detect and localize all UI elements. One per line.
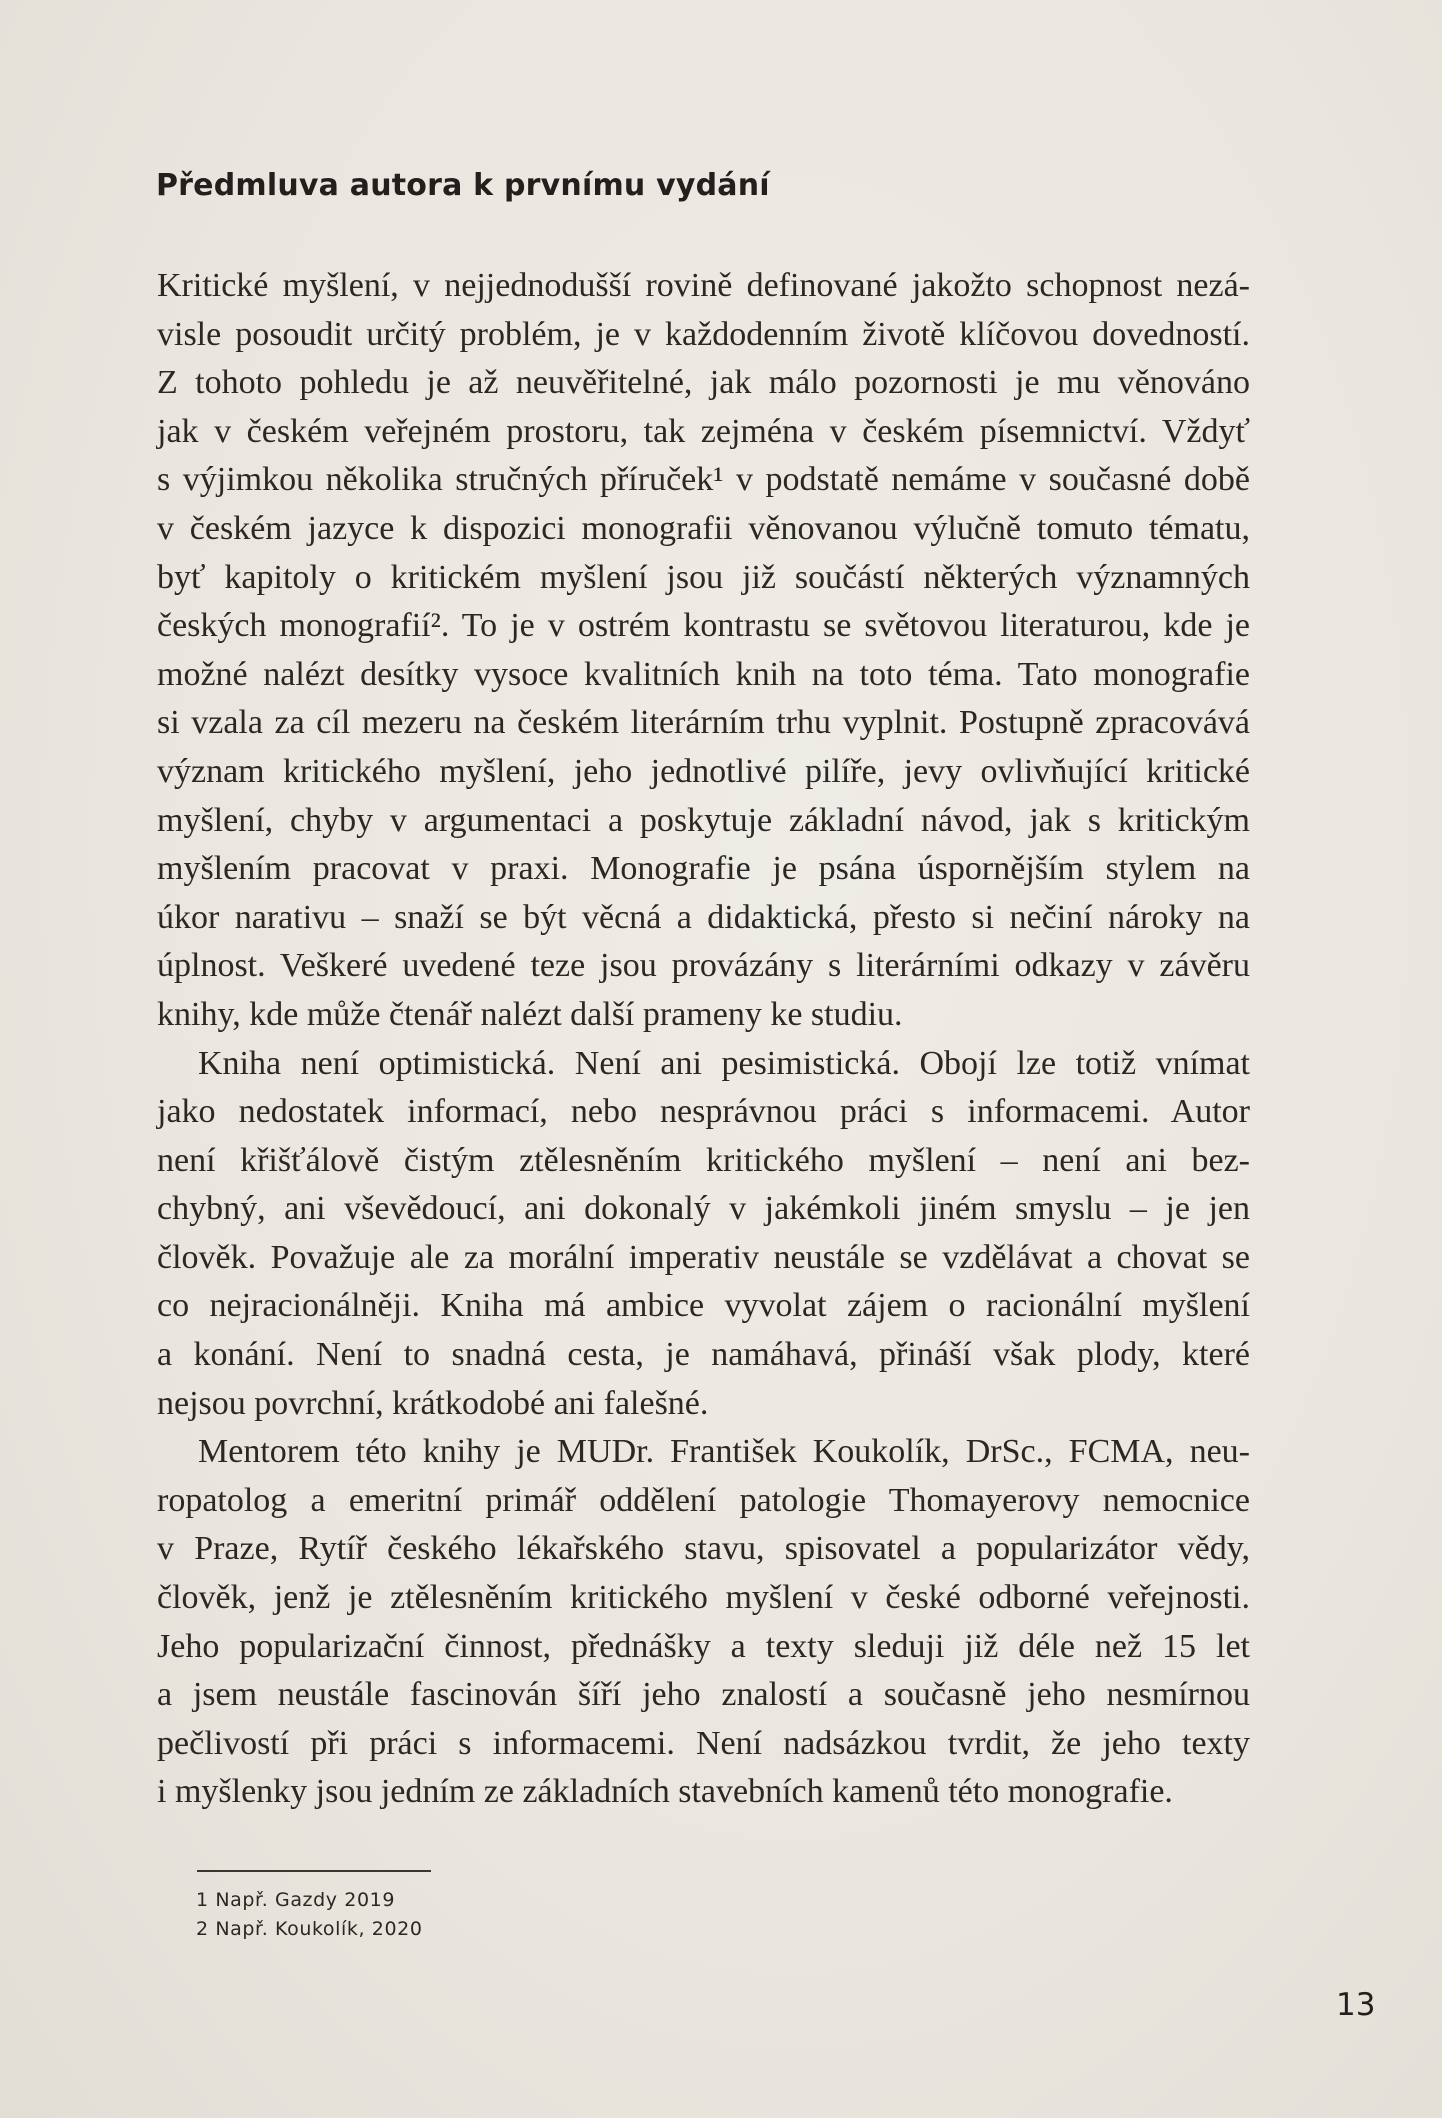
body-text xyxy=(157,262,1250,1817)
text-line: člověk. Považuje ale za morální imperativ neustále se vzdělávat a chovat se xyxy=(157,1238,1250,1276)
footnote-2: 2 Např. Koukolík, 2020 xyxy=(196,1918,423,1940)
text-line: v českém jazyce k dispozici monografii věnovanou výlučně tomuto tématu, xyxy=(157,509,1250,547)
text-line: Z tohoto pohledu je až neuvěřitelné, jak málo pozornosti je mu věnováno xyxy=(157,364,1250,402)
page-heading: Předmluva autora k prvnímu vydání xyxy=(156,168,770,203)
paragraph-3 xyxy=(157,1428,1250,1817)
text-line: a jsem neustále fascinován šíří jeho znalostí a současně jeho nesmírnou xyxy=(157,1676,1250,1714)
paragraph-1 xyxy=(157,262,1250,1040)
text-line: byť kapitoly o kritickém myšlení jsou již součástí některých významných xyxy=(157,558,1250,596)
text-line: úkor narativu – snaží se být věcná a didaktická, přesto si nečiní nároky na xyxy=(157,898,1250,936)
paragraph-2 xyxy=(157,1040,1250,1429)
text-line: člověk, jenž je ztělesněním kritického myšlení v české odborné veřejnosti. xyxy=(157,1579,1250,1617)
text-line: jak v českém veřejném prostoru, tak zejména v českém písemnictví. Vždyť xyxy=(157,412,1250,450)
text-line: ropatolog a emeritní primář oddělení patologie Thomayerovy nemocnice xyxy=(157,1481,1250,1519)
footnote-separator xyxy=(197,1870,431,1872)
text-line: myšlení, chyby v argumentaci a poskytuje základní návod, jak s kritickým xyxy=(157,801,1250,839)
text-line: možné nalézt desítky vysoce kvalitních knih na toto téma. Tato monografie xyxy=(157,655,1250,693)
text-line: Kniha není optimistická. Není ani pesimistická. Obojí lze totiž vnímat xyxy=(198,1044,1250,1082)
text-line: úplnost. Veškeré uvedené teze jsou provázány s literárními odkazy v závěru xyxy=(157,947,1250,985)
text-line: a konání. Není to snadná cesta, je namáhavá, přináší však plody, které xyxy=(157,1336,1250,1374)
footnotes xyxy=(196,1886,423,1944)
text-line: si vzala za cíl mezeru na českém literárním trhu vyplnit. Postupně zpracovává xyxy=(157,704,1250,742)
paragraphs xyxy=(157,262,1250,1817)
page-number: 13 xyxy=(1336,1987,1376,2023)
text-line: v Praze, Rytíř českého lékařského stavu, spisovatel a popularizátor vědy, xyxy=(157,1530,1250,1568)
text-line: i myšlenky jsou jedním ze základních stavebních kamenů této monografie. xyxy=(157,1773,1173,1811)
text-line: Kritické myšlení, v nejjednodušší rovině definované jakožto schopnost nezá- xyxy=(157,267,1250,304)
text-line: chybný, ani vševědoucí, ani dokonalý v jakémkoli jiném smyslu – je jen xyxy=(157,1190,1250,1228)
text-line: Jeho popularizační činnost, přednášky a texty sleduji již déle než 15 let xyxy=(157,1627,1250,1665)
text-line: Mentorem této knihy je MUDr. František Koukolík, DrSc., FCMA, neu- xyxy=(198,1433,1250,1471)
text-line: myšlením pracovat v praxi. Monografie je psána úspornějším stylem na xyxy=(157,850,1250,888)
text-line: není křišťálově čistým ztělesněním kritického myšlení – není ani bez- xyxy=(157,1141,1250,1179)
text-line: co nejracionálněji. Kniha má ambice vyvolat zájem o racionální myšlení xyxy=(157,1287,1250,1325)
text-line: nejsou povrchní, krátkodobé ani falešné. xyxy=(157,1384,709,1422)
text-line: visle posoudit určitý problém, je v každodenním životě klíčovou dovedností. xyxy=(157,315,1250,353)
text-line: jako nedostatek informací, nebo nesprávnou práci s informacemi. Autor xyxy=(157,1093,1250,1131)
text-line: knihy, kde může čtenář nalézt další prameny ke studiu. xyxy=(157,995,903,1033)
text-line: s výjimkou několika stručných příruček¹ v podstatě nemáme v současné době xyxy=(157,461,1250,499)
text-line: českých monografií². To je v ostrém kontrastu se světovou literaturou, kde je xyxy=(157,607,1250,645)
text-line: význam kritického myšlení, jeho jednotlivé pilíře, jevy ovlivňující kritické xyxy=(157,752,1250,790)
text-line: pečlivostí při práci s informacemi. Není nadsázkou tvrdit, že jeho texty xyxy=(157,1724,1250,1762)
footnote-1: 1 Např. Gazdy 2019 xyxy=(196,1889,396,1911)
